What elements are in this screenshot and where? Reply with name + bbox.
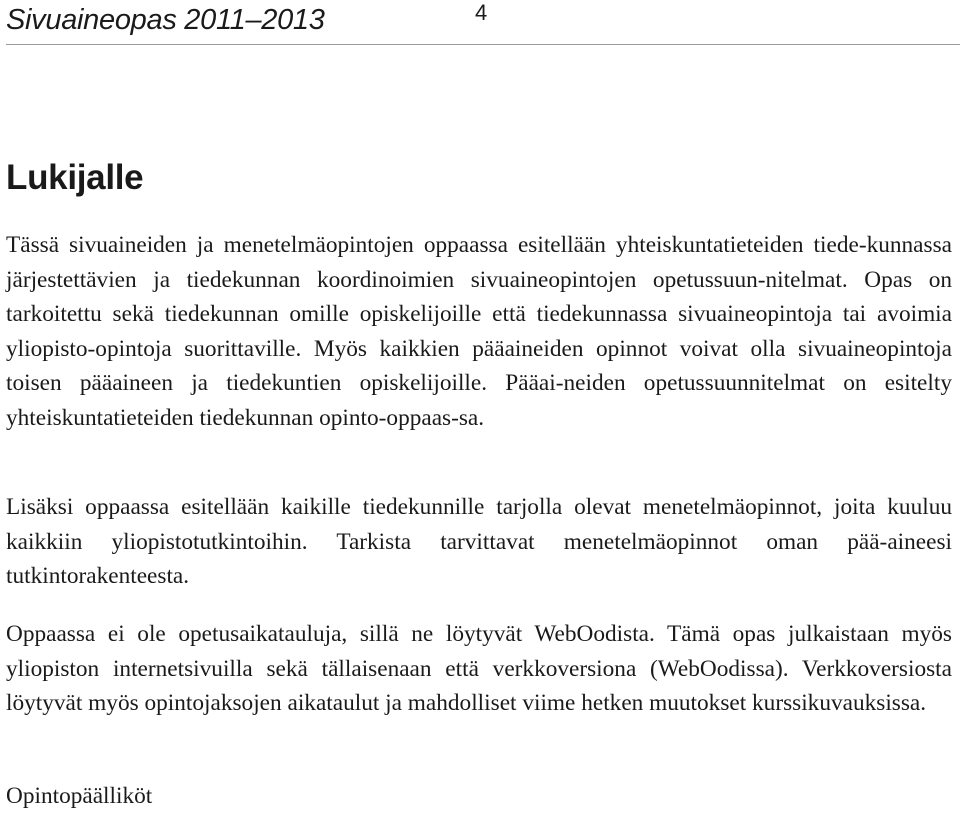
page-number: 4	[475, 0, 488, 25]
running-title: Sivuaineopas 2011–2013	[6, 4, 325, 36]
page-title: Lukijalle	[6, 158, 144, 197]
signature: Opintopäälliköt	[6, 783, 153, 809]
paragraph-intro: Tässä sivuaineiden ja menetelmäopintojen oppaassa esitellään yhteiskuntatieteiden tiede-kunnassa järjestettävien ja tiedekunnan koordinoimien sivuaineopintojen opetussuun-nitelmat. Opas on tarkoitettu sekä tiedekunnan omille opiskelijoille että tiedekunnassa sivuaineopintoja tai avoimia yliopisto-opintoja suorittaville. Myös kaikkien pääaineiden opinnot voivat olla sivuaineopintoja toisen pääaineen ja tiedekuntien opiskelijoille. Pääai-neiden opetussuunnitelmat on esitelty yhteiskuntatieteiden tiedekunnan opinto-oppaas-sa.	[6, 232, 952, 431]
page-header	[6, 0, 960, 45]
paragraph-schedules: Oppaassa ei ole opetusaikatauluja, sillä ne löytyvät WebOodista. Tämä opas julkaistaan myös yliopiston internetsivuilla sekä tällaisenaan että verkkoversiona (WebOodissa). Verkkoversiosta löytyvät myös opintojaksojen aikataulut ja mahdolliset viime hetken muutokset kurssikuvauksissa.	[6, 621, 952, 717]
paragraph-methods: Lisäksi oppaassa esitellään kaikille tiedekunnille tarjolla olevat menetelmäopinnot, joita kuuluu kaikkiin yliopistotutkintoihin. Tarkista tarvittavat menetelmäopinnot oman pää-aineesi tutkintorakenteesta.	[6, 494, 952, 590]
